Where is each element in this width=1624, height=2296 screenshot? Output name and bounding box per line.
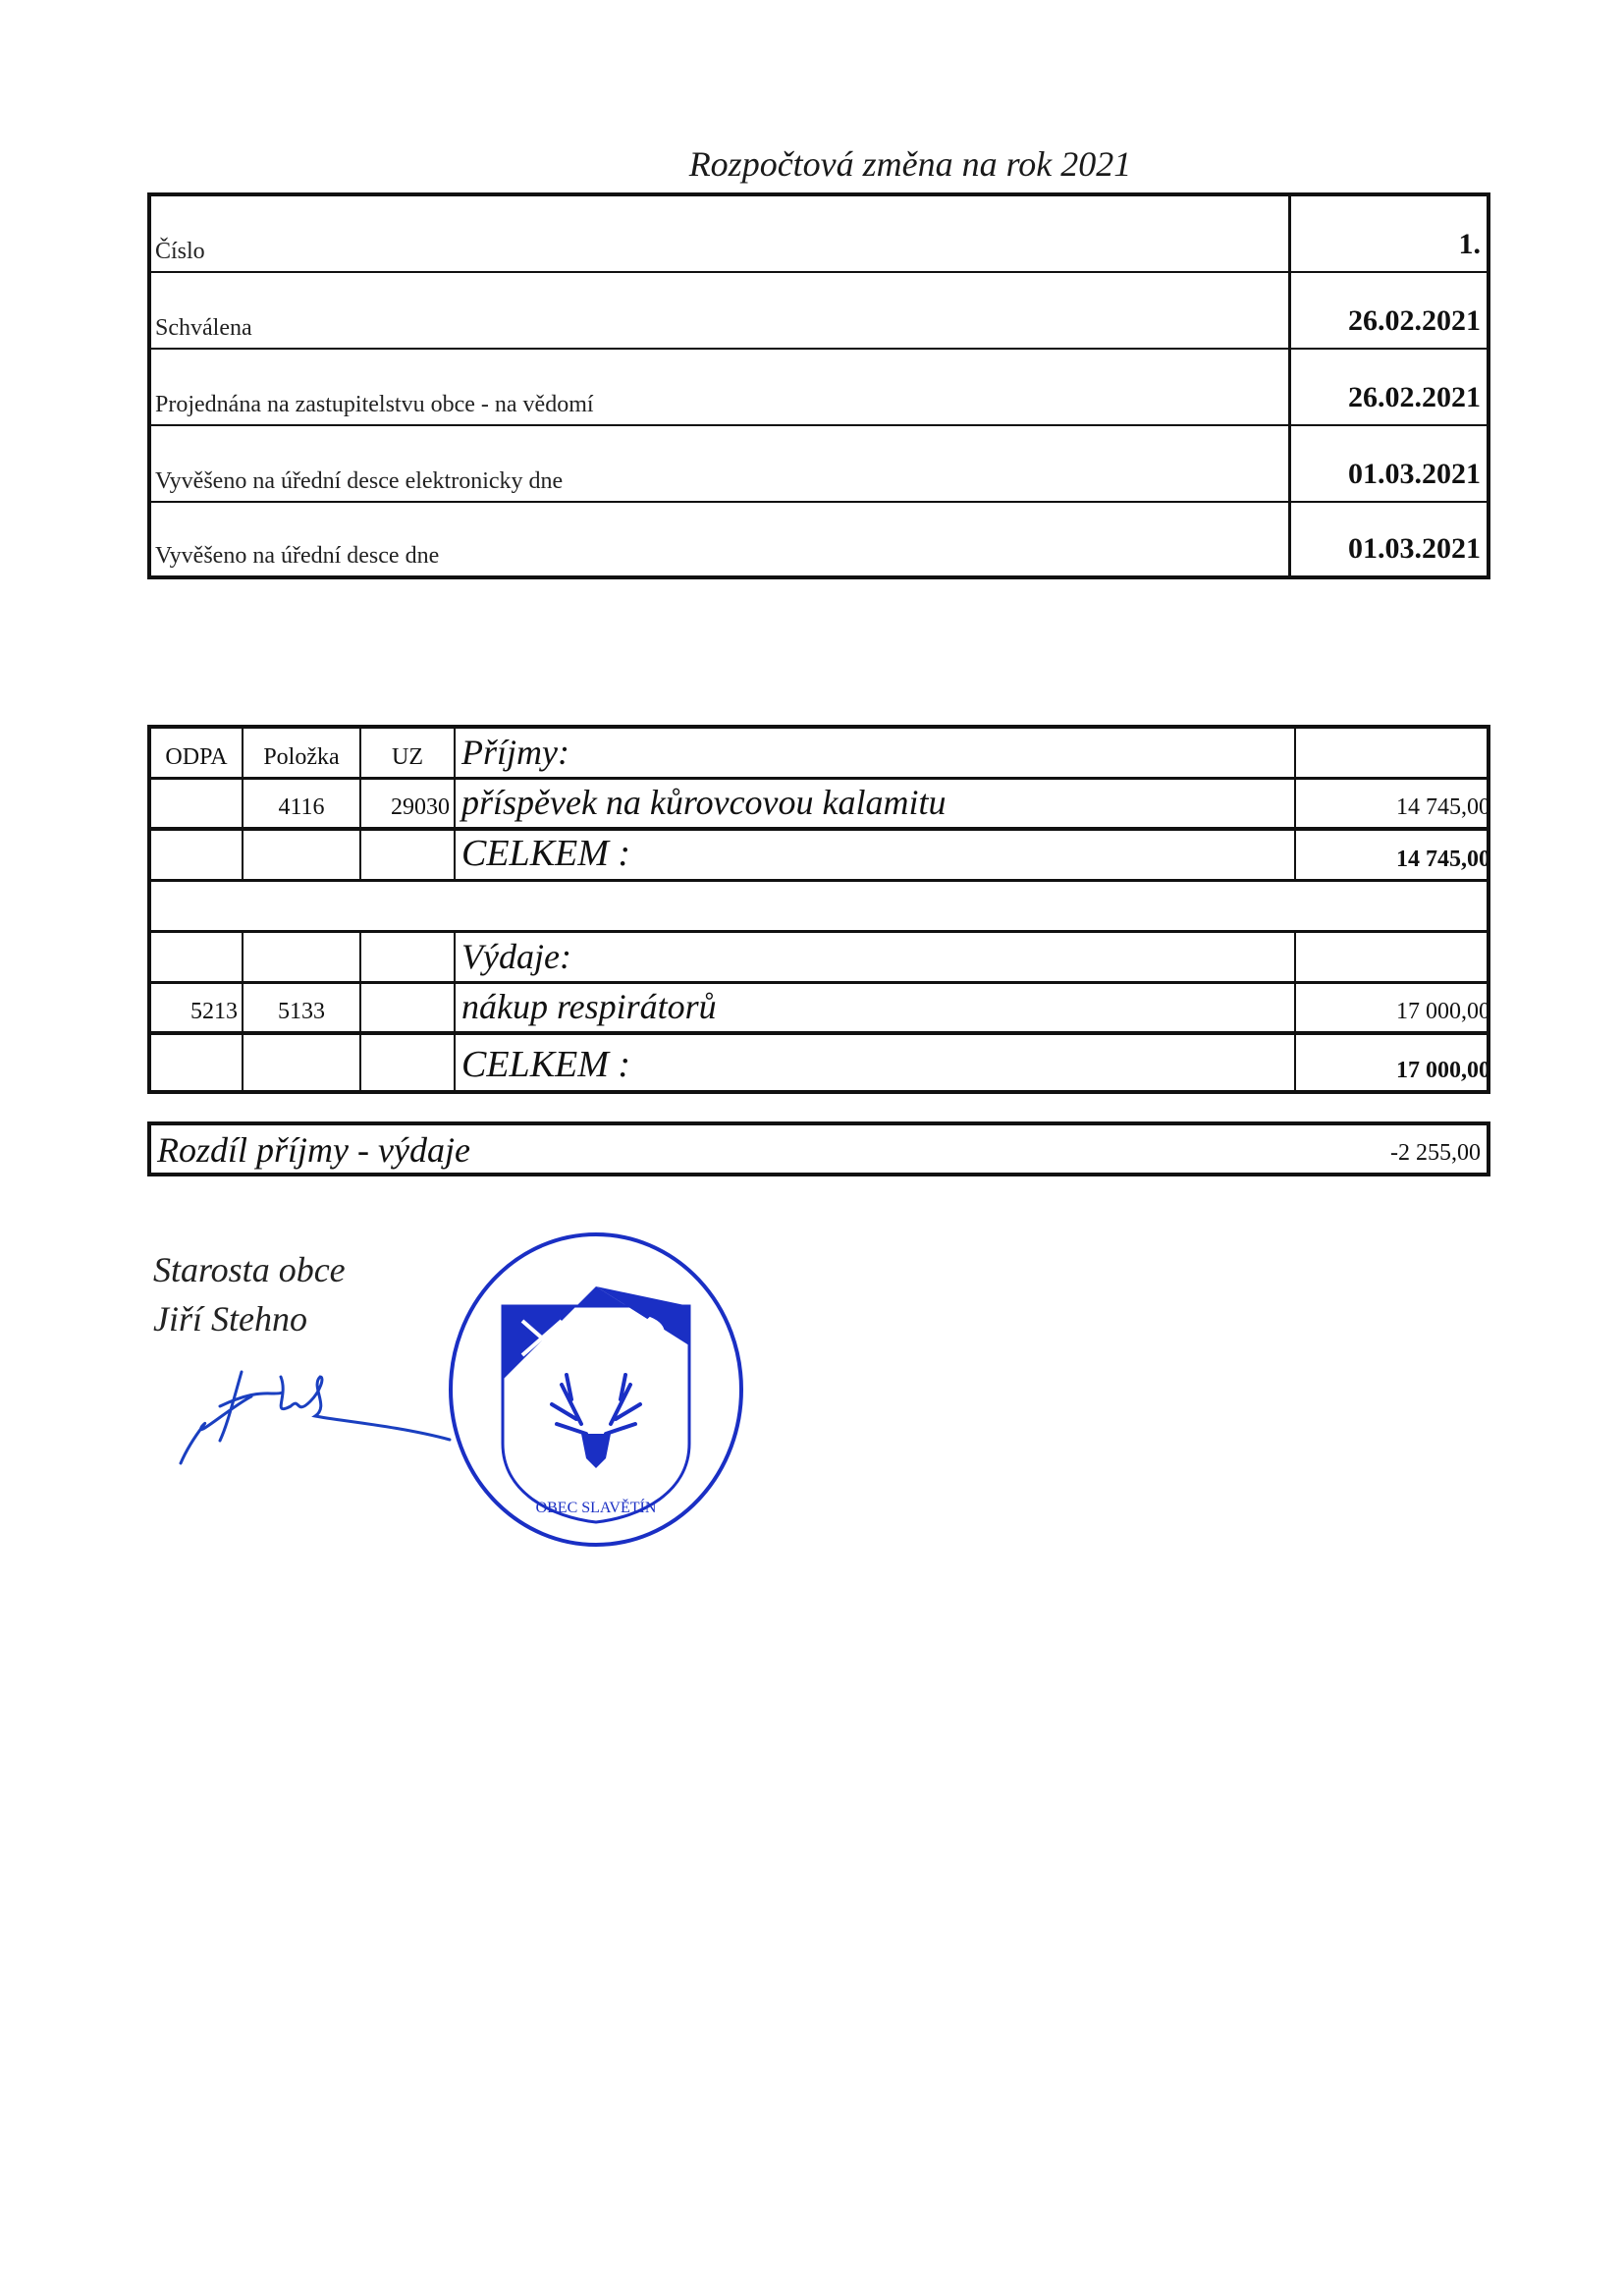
uz-cell [361,780,456,827]
difference-value: -2 255,00 [1390,1140,1481,1166]
polozka-cell [244,933,361,981]
uz-cell [361,984,456,1031]
polozka-cell [244,984,361,1031]
polozka-cell [244,780,361,827]
uz-value: 29030 [391,794,450,820]
income-amount: 14 745,00 [1396,794,1490,820]
info-value: 26.02.2021 [1348,304,1481,337]
odpa-cell [151,780,244,827]
odpa-cell [151,831,244,879]
polozka-header-cell [244,729,361,777]
difference-box [147,1121,1490,1176]
income-description: příspěvek na kůrovcovou kalamitu [461,783,947,822]
description-cell [456,780,1296,827]
info-value: 1. [1458,228,1481,260]
income-total: 14 745,00 [1396,847,1490,872]
income-header-row [151,729,1487,780]
signatory-name: Jiří Stehno [153,1299,307,1339]
uz-header-cell [361,729,456,777]
info-row [151,503,1487,575]
expenses-header-row [151,933,1487,984]
amount-cell [1296,1035,1494,1090]
income-label-cell [456,729,1296,777]
uz-header: UZ [392,744,423,770]
amount-cell [1296,933,1494,981]
info-row [151,426,1487,503]
amount-cell [1296,729,1494,777]
amount-cell [1296,984,1494,1031]
expenses-total-label: CELKEM : [461,1044,631,1085]
uz-cell [361,933,456,981]
stamp-text: OBEC SLAVĚTÍN [535,1500,657,1516]
uz-cell [361,1035,456,1090]
odpa-header: ODPA [165,744,228,770]
info-value-cell [1288,196,1487,271]
polozka-value: 4116 [278,794,325,820]
total-label-cell [456,1035,1296,1090]
signatory-role: Starosta obce [153,1250,346,1289]
info-row [151,350,1487,426]
info-row [151,273,1487,350]
amount-cell [1296,831,1494,879]
difference-label: Rozdíl příjmy - výdaje [157,1130,470,1170]
expenses-item-row [151,984,1490,1035]
odpa-header-cell [151,729,244,777]
budget-table [147,725,1490,1094]
expenses-label-cell [456,933,1296,981]
info-value: 01.03.2021 [1348,458,1481,490]
description-cell [456,984,1296,1031]
expenses-amount: 17 000,00 [1396,999,1490,1024]
info-value: 01.03.2021 [1348,532,1481,565]
info-value-cell [1288,426,1487,501]
info-row [151,196,1487,273]
income-total-row [151,831,1490,882]
document-title: Rozpočtová změna na rok 2021 [688,144,1132,184]
odpa-value: 5213 [190,999,238,1024]
polozka-value: 5133 [278,999,325,1024]
info-label: Vyvěšeno na úřední desce elektronicky dne [155,468,564,494]
municipal-stamp [444,1228,748,1552]
odpa-cell [151,984,244,1031]
expenses-total-row [151,1035,1490,1090]
polozka-header: Položka [263,744,340,770]
info-table [147,192,1490,579]
info-value: 26.02.2021 [1348,381,1481,413]
info-label: Číslo [155,239,205,264]
polozka-cell [244,831,361,879]
handwritten-signature [173,1347,458,1475]
expenses-total: 17 000,00 [1396,1058,1490,1083]
income-item-row [151,780,1490,831]
info-label: Schválena [155,315,252,341]
income-label: Příjmy: [461,733,569,772]
info-value-cell [1288,350,1487,424]
uz-cell [361,831,456,879]
spacer-row [151,882,1487,933]
info-label: Projednána na zastupitelstvu obce - na vědomí [155,392,594,417]
odpa-cell [151,1035,244,1090]
amount-cell [1296,780,1494,827]
expenses-label: Výdaje: [461,937,571,976]
total-label-cell [456,831,1296,879]
info-value-cell [1288,503,1487,575]
expenses-description: nákup respirátorů [461,987,717,1026]
odpa-cell [151,933,244,981]
polozka-cell [244,1035,361,1090]
income-total-label: CELKEM : [461,833,631,874]
info-value-cell [1288,273,1487,348]
info-label: Vyvěšeno na úřední desce dne [155,543,440,569]
